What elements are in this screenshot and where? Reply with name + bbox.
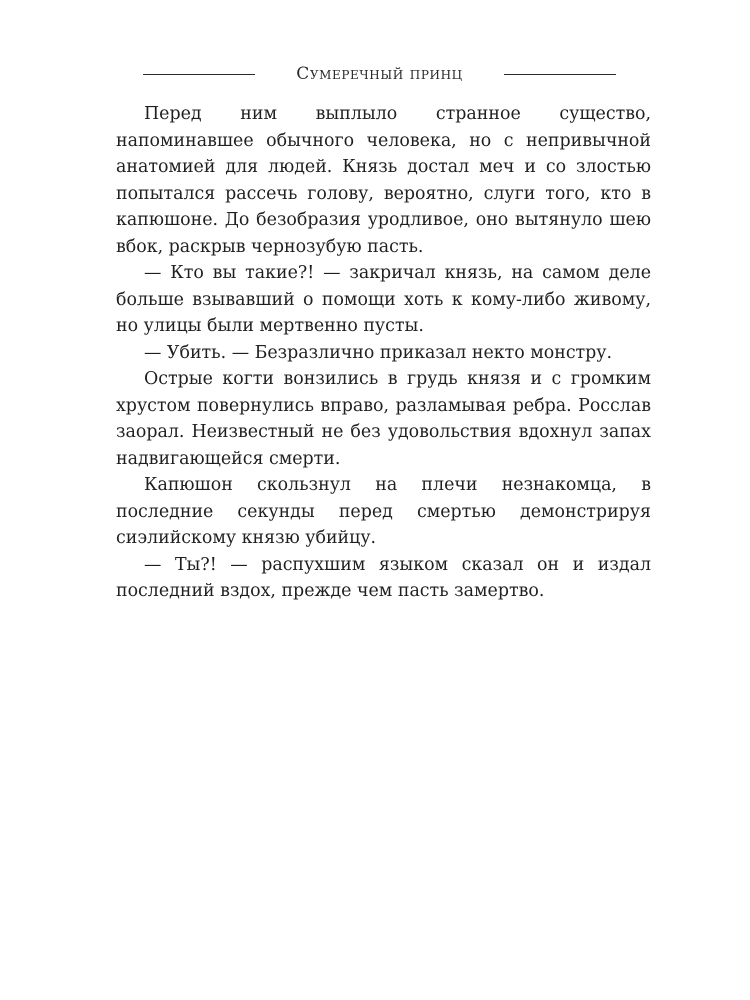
body-text [116,101,651,605]
paragraph: — Ты?! — распухшим языком сказал он и издал последний вздох, прежде чем пасть замертво. [116,554,651,601]
header-rule-right [504,74,616,75]
running-header [143,62,616,86]
paragraph: Капюшон скользнул на плечи незнакомца, в последние секунды перед смертью демонстрируя сиэлийскому князю убийцу. [116,475,651,548]
paragraph: — Кто вы такие?! — закричал князь, на самом деле больше взывавший о помощи хоть к кому-либо живому, но улицы были мертвенно пусты. [116,263,651,336]
paragraph: Перед ним выплыло странное существо, напоминавшее обычного человека, но с непривычной анатомией для людей. Князь достал меч и со злостью попытался рассечь голову, вероятно, слуги того, кто в капюшоне. До безобразия уродливое, оно вытянуло шею вбок, раскрыв чернозубую пасть. [116,104,651,257]
paragraph: Острые когти вонзились в грудь князя и с громким хрустом повернулись вправо, разламывая ребра. Росслав заорал. Неизвестный не без удовольствия вдохнул запах надвигающейся смерти. [116,369,651,469]
running-header-title: Сумеречный принц [296,64,463,84]
header-rule-left [143,74,255,75]
paragraph: — Убить. — Безразлично приказал некто монстру. [144,342,613,363]
